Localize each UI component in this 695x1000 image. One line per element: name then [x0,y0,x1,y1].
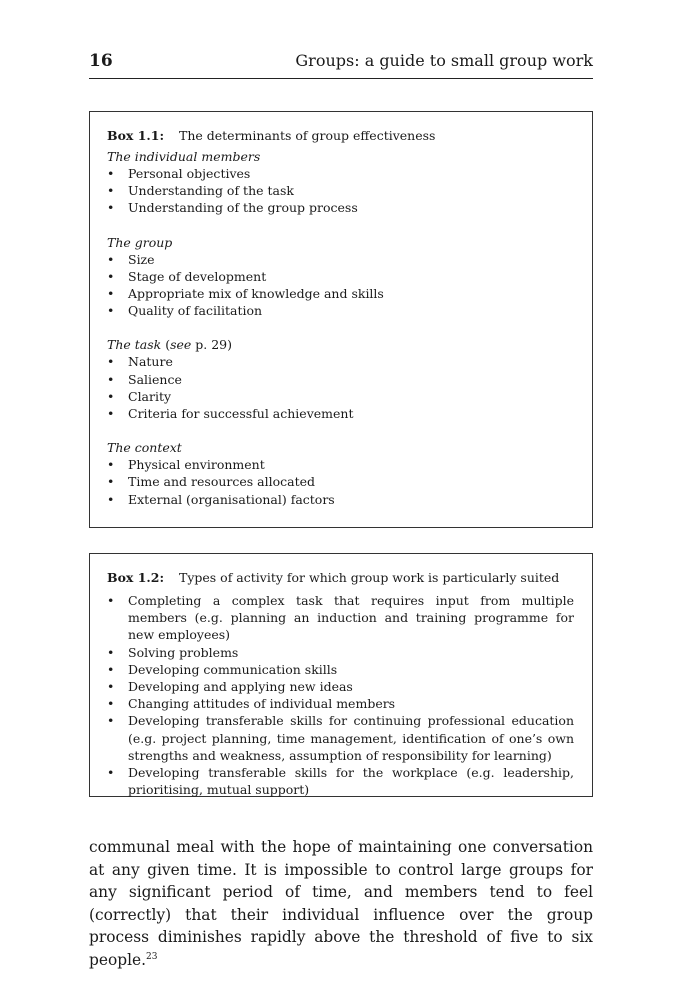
bullet-list [107,165,574,217]
bullet-list [107,251,574,320]
list-item: • Personal objectives [107,165,574,182]
list-item: • Nature [107,353,574,370]
list-item: • Developing transferable skills for continuing professional education (e.g. project planning, time management, identification of one’s own strengths and weakness, assumption of responsibility for learning) [107,712,574,764]
bullet-list [107,592,574,798]
list-item: • Understanding of the task [107,182,574,199]
bullet-list [107,353,574,422]
list-item: • Developing transferable skills for the workplace (e.g. leadership, prioritising, mutual support) [107,764,574,798]
list-item: • Quality of facilitation [107,302,574,319]
box-heading [107,569,574,587]
list-item: • Clarity [107,388,574,405]
box-label: Box 1.1: [107,128,165,143]
section-group [107,234,574,320]
page-number: 16 [89,51,113,71]
list-item: • Size [107,251,574,268]
section-heading: The context [107,440,182,456]
list-item: • Appropriate mix of knowledge and skills [107,285,574,302]
list-item: • Solving problems [107,644,574,661]
list-item: • Physical environment [107,456,574,473]
box-title: Types of activity for which group work is particularly suited [179,570,560,585]
body-paragraph [89,836,593,971]
box-label: Box 1.2: [107,570,165,585]
list-item: • Changing attitudes of individual members [107,695,574,712]
box-1-2 [89,553,593,797]
section-heading-rest: p. 29) [191,337,233,353]
list-item: • External (organisational) factors [107,491,574,508]
box-title: The determinants of group effectiveness [179,128,436,143]
paragraph-text: communal meal with the hope of maintaining one conversation at any given time. It is impossible to control large groups for any significant period of time, and members tend to feel (correctly) that their individual influence over the group process diminishes rapidly above the threshold of five to six people. [89,838,593,969]
bullet-list [107,456,574,508]
section-heading [107,336,574,353]
section-individual-members [107,148,574,217]
section-heading: The individual members [107,149,261,164]
list-item: • Stage of development [107,268,574,285]
box-1-1 [89,111,593,528]
reference-superscript: 23 [146,951,158,962]
section-task [107,336,574,422]
section-heading-italic: The task [107,337,162,353]
section-context [107,439,574,508]
section-heading: The group [107,234,173,250]
list-item: • Criteria for successful achievement [107,405,574,422]
section-heading-see: see [170,337,192,353]
list-item: • Developing and applying new ideas [107,678,574,695]
running-title: Groups: a guide to small group work [295,51,593,70]
list-item: • Developing communication skills [107,661,574,678]
box-heading [107,127,574,145]
list-item: • Completing a complex task that requires input from multiple members (e.g. planning an induction and training programme for new employees) [107,592,574,644]
section-heading-open: ( [161,337,171,353]
list-item: • Time and resources allocated [107,473,574,490]
list-item: • Salience [107,371,574,388]
list-item: • Understanding of the group process [107,199,574,216]
running-head [89,50,593,79]
